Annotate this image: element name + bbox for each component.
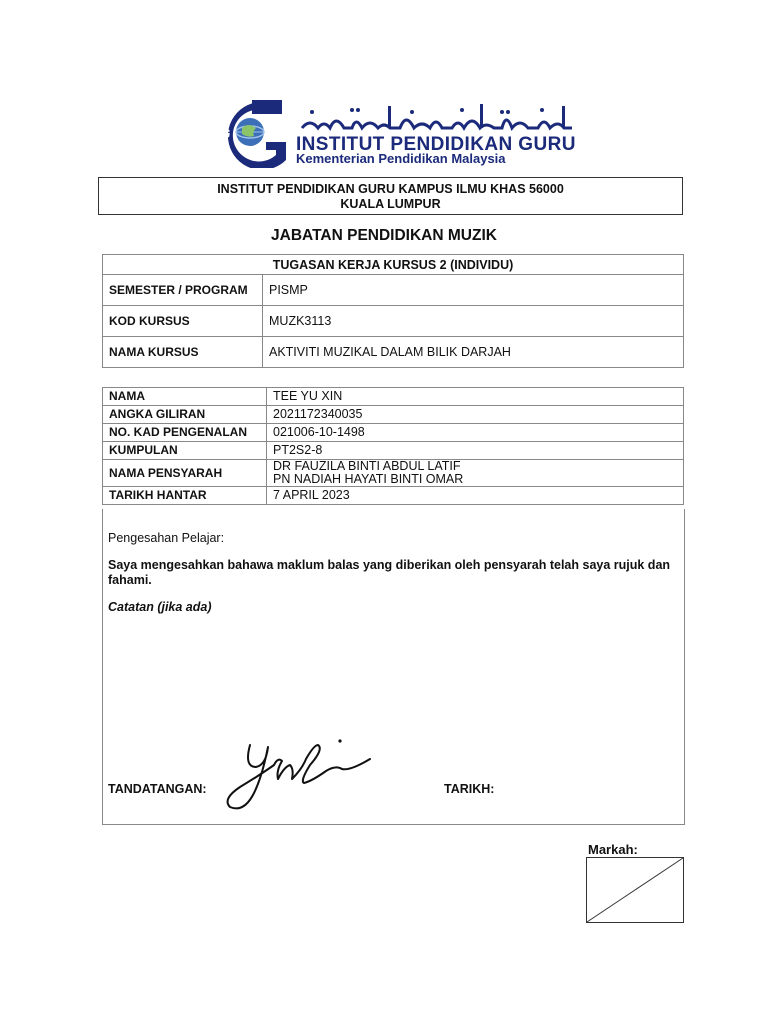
row-value: TEE YU XIN <box>267 388 684 406</box>
logo-subtitle: Kementerian Pendidikan Malaysia <box>296 151 506 166</box>
marks-label: Markah: <box>588 842 638 857</box>
row-label: KUMPULAN <box>103 442 267 460</box>
row-value: 2021172340035 <box>267 406 684 424</box>
row-label: NO. KAD PENGENALAN <box>103 424 267 442</box>
institution-header <box>98 177 683 215</box>
confirmation-title: Pengesahan Pelajar: <box>108 531 225 545</box>
row-value: PISMP <box>263 275 684 306</box>
table-row <box>103 337 684 368</box>
student-table <box>102 387 684 505</box>
lecturer-1: DR FAUZILA BINTI ABDUL LATIF <box>273 459 461 473</box>
lecturer-2: PN NADIAH HAYATI BINTI OMAR <box>273 472 464 486</box>
table-row <box>103 388 684 406</box>
confirmation-note: Catatan (jika ada) <box>108 600 212 614</box>
row-value: PT2S2-8 <box>267 442 684 460</box>
row-label: TARIKH HANTAR <box>103 487 267 505</box>
row-label: SEMESTER / PROGRAM <box>103 275 263 306</box>
row-value: 021006-10-1498 <box>267 424 684 442</box>
row-label: NAMA KURSUS <box>103 337 263 368</box>
table-row <box>103 406 684 424</box>
logo-name: INSTITUT PENDIDIKAN GURU <box>296 134 576 155</box>
table-row <box>103 424 684 442</box>
handwritten-signature <box>222 735 382 810</box>
department-title: JABATAN PENDIDIKAN MUZIK <box>271 227 497 244</box>
confirmation-statement: Saya mengesahkan bahawa maklum balas yang diberikan oleh pensyarah telah saya rujuk dan fahami. <box>108 558 671 587</box>
table-row <box>103 275 684 306</box>
logo-mark-text: IPG <box>208 126 231 141</box>
row-label: KOD KURSUS <box>103 306 263 337</box>
row-label: ANGKA GILIRAN <box>103 406 267 424</box>
signature-label: TANDATANGAN: <box>108 782 207 796</box>
course-table <box>102 254 684 368</box>
row-label: NAMA <box>103 388 267 406</box>
table-row <box>103 442 684 460</box>
marks-box <box>586 857 684 923</box>
table-row <box>103 306 684 337</box>
lecturer-names <box>267 460 684 487</box>
jawi-script-logotype <box>292 100 576 136</box>
student-confirmation-box <box>102 509 685 825</box>
row-value: AKTIVITI MUZIKAL DALAM BILIK DARJAH <box>263 337 684 368</box>
assignment-heading: TUGASAN KERJA KURSUS 2 (INDIVIDU) <box>103 255 684 275</box>
table-row <box>103 460 684 487</box>
table-row <box>103 487 684 505</box>
institution-line-2: KUALA LUMPUR <box>340 197 441 211</box>
row-label: NAMA PENSYARAH <box>103 460 267 487</box>
date-label: TARIKH: <box>444 782 495 796</box>
institution-line-1: INSTITUT PENDIDIKAN GURU KAMPUS ILMU KHAS 56000 <box>217 182 564 196</box>
row-value: 7 APRIL 2023 <box>267 487 684 505</box>
row-value: MUZK3113 <box>263 306 684 337</box>
